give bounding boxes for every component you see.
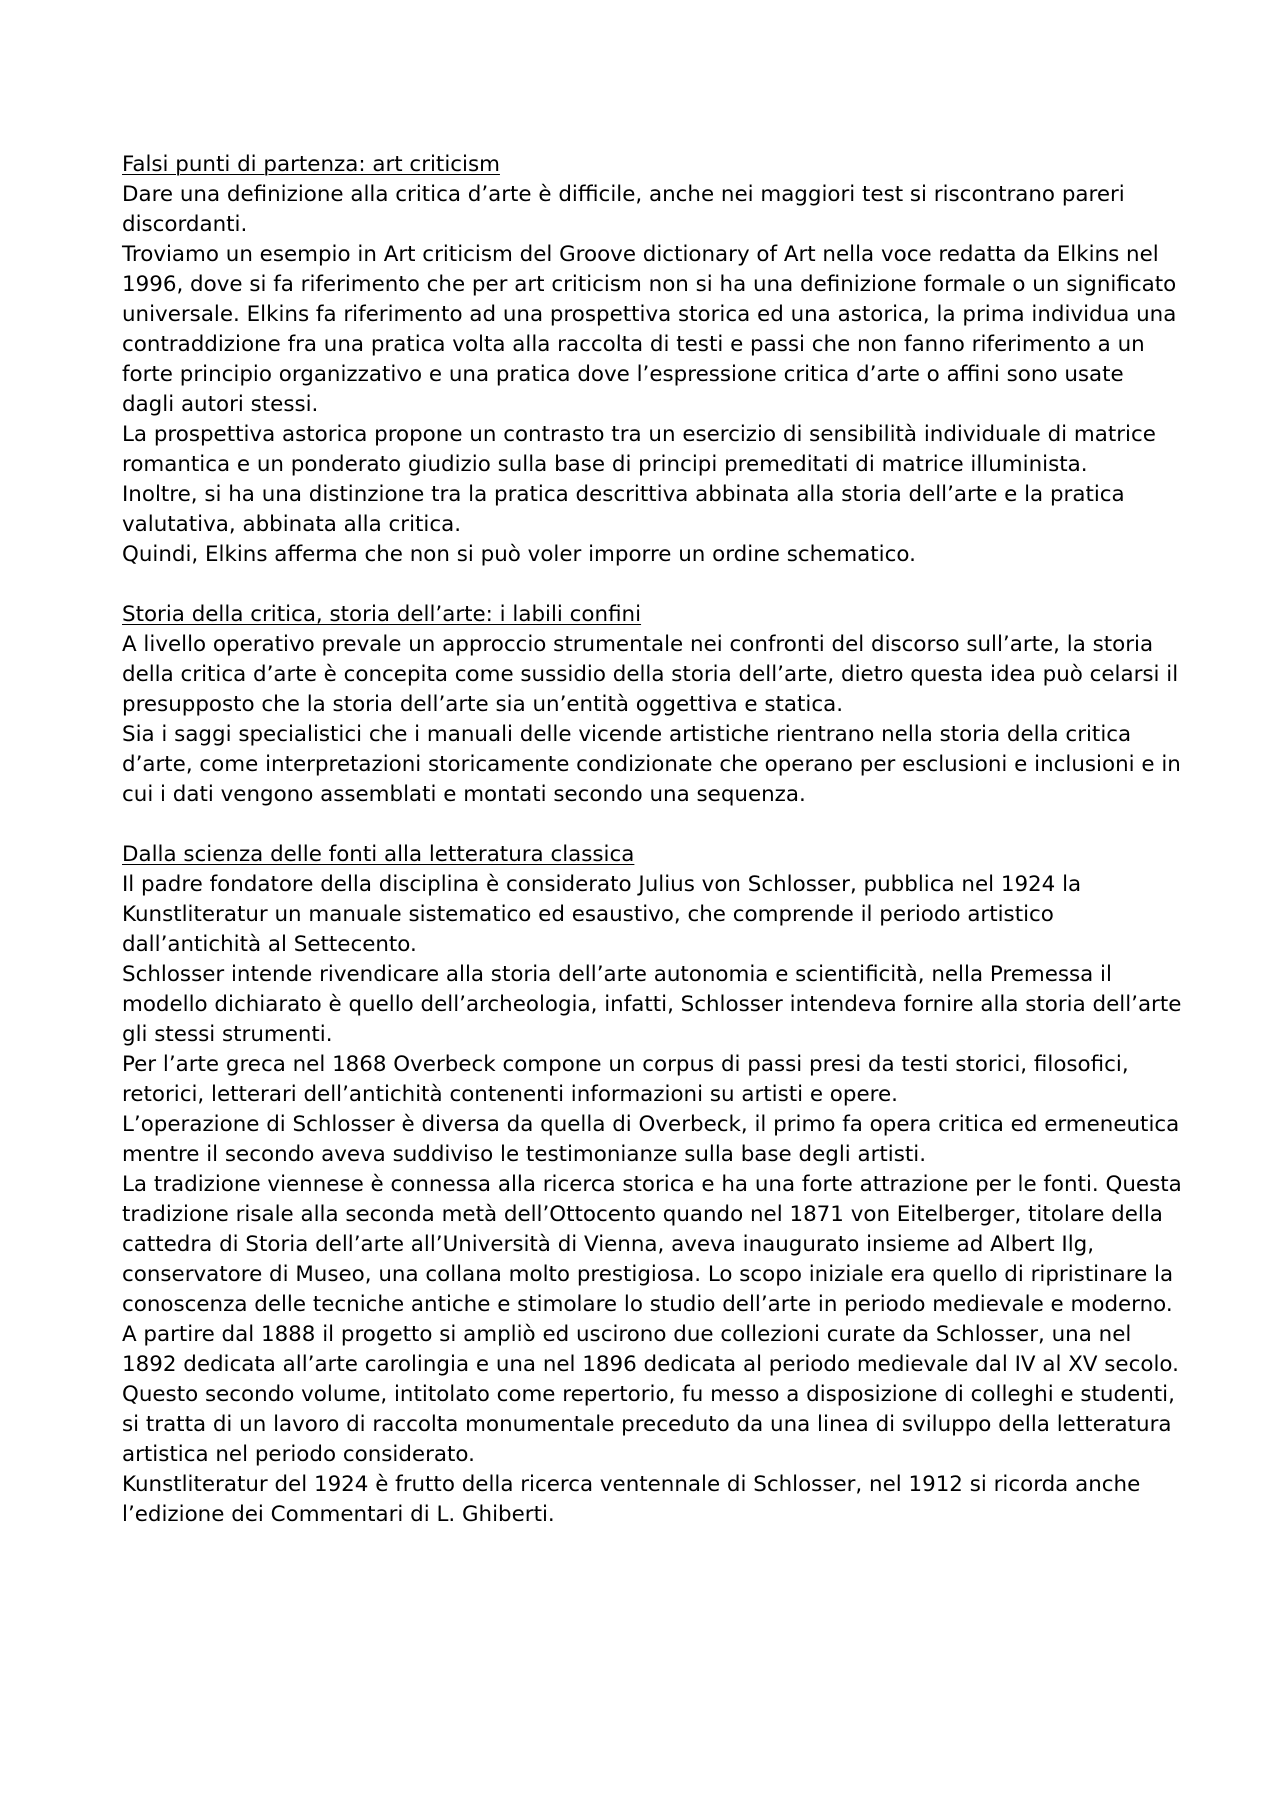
section-storia-critica <box>122 600 1182 810</box>
document-page <box>122 150 1182 1530</box>
paragraph: Inoltre, si ha una distinzione tra la pratica descrittiva abbinata alla storia dell’arte e la pratica valutativa, abbinata alla critica. <box>122 482 1125 537</box>
section-heading: Falsi punti di partenza: art criticism <box>122 152 500 177</box>
section-scienza-fonti <box>122 840 1182 1530</box>
paragraph: A livello operativo prevale un approccio strumentale nei confronti del discorso sull’arte, la storia della critica d’arte è concepita come sussidio della storia dell’arte, dietro questa idea può celarsi il presupposto che la storia dell’arte sia un’entità oggettiva e statica. <box>122 632 1179 717</box>
paragraph: La prospettiva astorica propone un contrasto tra un esercizio di sensibilità individuale di matrice romantica e un ponderato giudizio sulla base di principi premeditati di matrice illuminista. <box>122 422 1156 477</box>
paragraph: Questo secondo volume, intitolato come repertorio, fu messo a disposizione di colleghi e studenti, si tratta di un lavoro di raccolta monumentale preceduto da una linea di sviluppo della letteratura artistica nel periodo considerato. <box>122 1382 1175 1467</box>
paragraph: Sia i saggi specialistici che i manuali delle vicende artistiche rientrano nella storia della critica d’arte, come interpretazioni storicamente condizionate che operano per esclusioni e inclusioni e in cui i dati vengono assemblati e montati secondo una sequenza. <box>122 722 1181 807</box>
paragraph: Il padre fondatore della disciplina è considerato Julius von Schlosser, pubblica nel 1924 la Kunstliteratur un manuale sistematico ed esaustivo, che comprende il periodo artistico dall’antichità al Settecento. <box>122 872 1082 957</box>
paragraph: Dare una definizione alla critica d’arte è difficile, anche nei maggiori test si riscontrano pareri discordanti. <box>122 182 1125 237</box>
paragraph: Schlosser intende rivendicare alla storia dell’arte autonomia e scientificità, nella Premessa il modello dichiarato è quello dell’archeologia, infatti, Schlosser intendeva fornire alla storia dell’arte gli stessi strumenti. <box>122 962 1182 1047</box>
paragraph: L’operazione di Schlosser è diversa da quella di Overbeck, il primo fa opera critica ed ermeneutica mentre il secondo aveva suddiviso le testimonianze sulla base degli artisti. <box>122 1112 1180 1167</box>
paragraph: A partire dal 1888 il progetto si ampliò ed uscirono due collezioni curate da Schlosser, una nel 1892 dedicata all’arte carolingia e una nel 1896 dedicata al periodo medievale dal IV al XV secolo. <box>122 1322 1179 1377</box>
paragraph: Per l’arte greca nel 1868 Overbeck compone un corpus di passi presi da testi storici, filosofici, retorici, letterari dell’antichità contenenti informazioni su artisti e opere. <box>122 1052 1129 1107</box>
paragraph: La tradizione viennese è connessa alla ricerca storica e ha una forte attrazione per le fonti. Questa tradizione risale alla seconda metà dell’Ottocento quando nel 1871 von Eitelberger, titolare della cattedra di Storia dell’arte all’Università di Vienna, aveva inaugurato insieme ad Albert Ilg, conservatore di Museo, una collana molto prestigiosa. Lo scopo iniziale era quello di ripristinare la conoscenza delle tecniche antiche e stimolare lo studio dell’arte in periodo medievale e moderno. <box>122 1172 1182 1317</box>
paragraph: Quindi, Elkins afferma che non si può voler imporre un ordine schematico. <box>122 542 916 567</box>
paragraph: Troviamo un esempio in Art criticism del Groove dictionary of Art nella voce redatta da Elkins nel 1996, dove si fa riferimento che per art criticism non si ha una definizione formale o un significato universale. Elkins fa riferimento ad una prospettiva storica ed una astorica, la prima individua una contraddizione fra una pratica volta alla raccolta di testi e passi che non fanno riferimento a un forte principio organizzativo e una pratica dove l’espressione critica d’arte o affini sono usate dagli autori stessi. <box>122 242 1177 417</box>
paragraph: Kunstliteratur del 1924 è frutto della ricerca ventennale di Schlosser, nel 1912 si ricorda anche l’edizione dei Commentari di L. Ghiberti. <box>122 1472 1141 1527</box>
section-art-criticism <box>122 150 1182 570</box>
section-heading: Storia della critica, storia dell’arte: i labili confini <box>122 602 642 627</box>
section-heading: Dalla scienza delle fonti alla letteratura classica <box>122 842 635 867</box>
